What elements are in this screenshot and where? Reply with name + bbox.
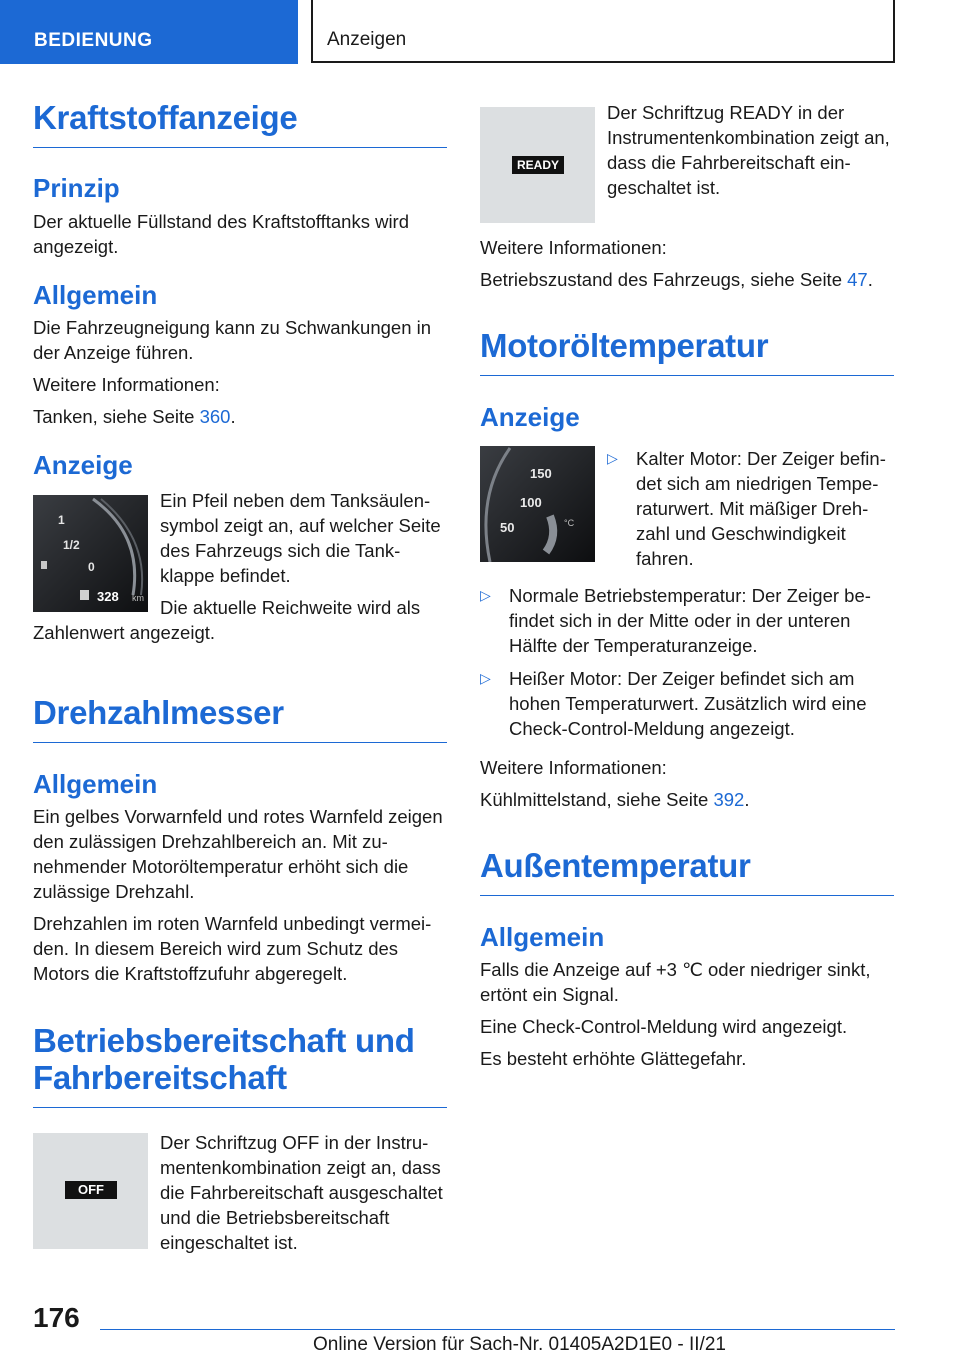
oil-ref-prefix: Kühlmittelstand, siehe Seite [480, 788, 714, 810]
ready-text: Der Schriftzug READY in der Instrumentenkombination zeigt an, dass die Fahrbereitschaft eingeschaltet ist. [607, 102, 890, 198]
fuel-ref-suffix: . [230, 406, 236, 428]
fuel-gauge-graphic [33, 495, 148, 612]
outside-text1: Falls die Anzeige auf +3 ℃ oder niedriger sinkt, ertönt ein Signal. [480, 959, 871, 1006]
oil-gauge-100: 100 [520, 494, 542, 510]
tacho-title: Drehzahlmesser [33, 695, 447, 743]
oil-bullet-3: Heißer Motor: Der Zeiger befindet sich am hohen Temperaturwert. Zusätzlich wird eine Check-Control-Meldung angezeigt. [509, 667, 867, 739]
off-badge: OFF [65, 1181, 117, 1199]
tacho-general-heading: Allgemein [33, 768, 158, 799]
footer-online-version: Online Version für Sach-Nr. 01405A2D1E0 - II/21 [313, 1334, 726, 1355]
list-item [480, 583, 894, 658]
ready-badge: READY [512, 156, 564, 174]
fuel-more-info: Weitere Informationen: [33, 374, 220, 396]
oil-more-info: Weitere Informationen: [480, 756, 667, 778]
oil-ref [480, 787, 894, 812]
chapter-header [311, 0, 895, 63]
triangle-bullet-icon: ▷ [480, 669, 491, 686]
triangle-bullet-icon: ▷ [607, 449, 618, 466]
oil-bullet-1: Kalter Motor: Der Zeiger befindet sich am niedrigen Temperaturwert. Mit mäßiger Drehzahl und Geschwindigkeit fahren. [636, 447, 886, 569]
fuel-general-text: Die Fahrzeugneigung kann zu Schwankungen in der Anzeige führen. [33, 317, 432, 364]
ready-image [480, 107, 595, 223]
outside-text2: Eine Check-Control-Meldung wird angezeigt. [480, 1016, 848, 1038]
section-tab [0, 0, 298, 64]
ready-ref-link[interactable]: 47 [847, 269, 868, 290]
ready-ref-prefix: Betriebszustand des Fahrzeugs, siehe Seite [480, 269, 848, 290]
fuel-ref-link[interactable]: 360 [199, 406, 231, 428]
ready-ref [480, 267, 894, 292]
oil-display-heading: Anzeige [480, 401, 580, 432]
fuel-general-heading: Allgemein [33, 279, 158, 310]
fuel-ref-prefix: Tanken, siehe Seite [33, 406, 200, 428]
oil-gauge-image [480, 446, 595, 562]
chapter-label: Anzeigen [327, 29, 407, 50]
oil-ref-link[interactable]: 392 [713, 788, 745, 810]
tacho-text2: Drehzahlen im roten Warnfeld unbedingt vermeiden. In diesem Bereich wird zum Schutz des Motors die Kraftstoffzufuhr abgeregelt. [33, 913, 432, 985]
fuel-principle-text: Der aktuelle Füllstand des Kraftstofftanks wird angezeigt. [33, 210, 409, 257]
page-number: 176 [33, 1302, 80, 1333]
oil-ref-suffix: . [744, 788, 750, 810]
oil-gauge-graphic [480, 446, 595, 562]
ready-more-info: Weitere Informationen: [480, 237, 667, 258]
oil-gauge-50: 50 [500, 519, 515, 535]
off-text: Der Schriftzug OFF in der Instrumentenkombination zeigt an, dass die Fahrbereitschaft ausgeschaltet und die Betriebsbereitschaft eingeschaltet ist. [160, 1132, 443, 1254]
fuel-display-block [33, 488, 447, 645]
outside-general-heading: Allgemein [480, 921, 605, 952]
triangle-bullet-icon: ▷ [480, 586, 491, 603]
tacho-text1: Ein gelbes Vorwarnfeld und rotes Warnfeld zeigen den zulässigen Drehzahlbereich an. Mit zunehmender Motoröltemperatur erhöht sich die zulässige Drehzahl. [33, 806, 443, 903]
left-column [33, 100, 447, 1255]
ready-ref-suffix: . [867, 269, 873, 290]
section-label: BEDIENUNG [34, 30, 153, 51]
off-block [33, 1130, 447, 1255]
fuel-principle-heading: Prinzip [33, 172, 120, 203]
fuel-gauge-empty: 0 [88, 559, 95, 574]
fuel-gauge-image [33, 495, 148, 612]
footer-divider [100, 1329, 895, 1330]
oil-bullets-top [607, 446, 894, 579]
fuel-title: Kraftstoffanzeige [33, 100, 447, 148]
fuel-gauge-half: 1/2 [63, 537, 80, 552]
list-item [607, 446, 894, 571]
oil-gauge-unit: °C [564, 517, 575, 528]
oil-display-block [480, 446, 894, 579]
right-column [480, 100, 894, 1071]
oil-title: Motoröltemperatur [480, 328, 894, 376]
outside-text3: Es besteht erhöhte Glättegefahr. [480, 1048, 747, 1070]
fuel-gauge-unit: km [132, 592, 144, 603]
oil-bullets [480, 583, 894, 741]
fuel-display-heading: Anzeige [33, 450, 133, 481]
fuel-gauge-range: 328 [97, 588, 119, 604]
oil-gauge-150: 150 [530, 465, 552, 481]
fuel-display-text2: Die aktuelle Reichweite wird als Zahlenwert angezeigt. [33, 596, 421, 643]
fuel-display-text1: Ein Pfeil neben dem Tanksäulensymbol zeigt an, auf welcher Seite des Fahrzeugs sich die Tankklappe befindet. [160, 489, 441, 586]
outside-title: Außentemperatur [480, 848, 894, 896]
list-item [480, 666, 894, 741]
ready-title: Betriebsbereitschaft und Fahrbereitschaft [33, 1023, 447, 1108]
fuel-ref [33, 404, 447, 429]
ready-block [480, 100, 894, 223]
off-image [33, 1133, 148, 1249]
oil-bullet-2: Normale Betriebstemperatur: Der Zeiger befindet sich in der Mitte oder in der unteren Hälfte der Temperaturanzeige. [509, 584, 871, 656]
fuel-gauge-full: 1 [58, 512, 65, 527]
